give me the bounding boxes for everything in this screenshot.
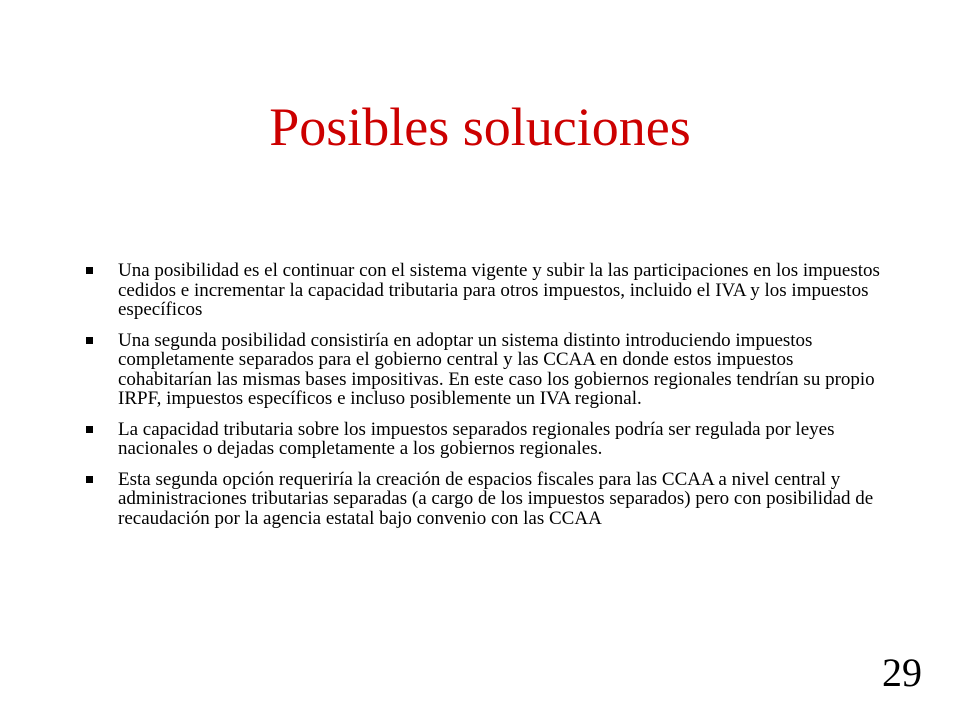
bullet-text: Una segunda posibilidad consistiría en adoptar un sistema distinto introduciendo impuestos completamente separados para el gobierno central y las CCAA en donde estos impuestos cohabitarían las mismas bases impositivas. En este caso los gobiernos regionales tendrían su propio IRPF, impuestos específicos e incluso posiblemente un IVA regional. [118,329,875,409]
bullet-item [84,470,884,529]
bullet-list [84,261,884,539]
slide-title: Posibles soluciones [269,97,691,157]
bullet-text: Esta segunda opción requeriría la creación de espacios fiscales para las CCAA a nivel central y administraciones tributarias separadas (a cargo de los impuestos separados) pero con posibilidad de recaudación por la agencia estatal bajo convenio con las CCAA [118,468,874,529]
square-bullet-icon [86,426,93,433]
bullet-item [84,420,884,459]
square-bullet-icon [86,476,93,483]
bullet-text: Una posibilidad es el continuar con el sistema vigente y subir la las participaciones en los impuestos cedidos e incrementar la capacidad tributaria para otros impuestos, incluido el IVA y los impuestos específicos [118,260,880,320]
square-bullet-icon [86,267,93,274]
bullet-item [84,261,884,320]
square-bullet-icon [86,337,93,344]
page-number: 29 [882,650,922,695]
bullet-text: La capacidad tributaria sobre los impuestos separados regionales podría ser regulada por leyes nacionales o dejadas completamente a los gobiernos regionales. [118,418,835,459]
bullet-item [84,331,884,409]
